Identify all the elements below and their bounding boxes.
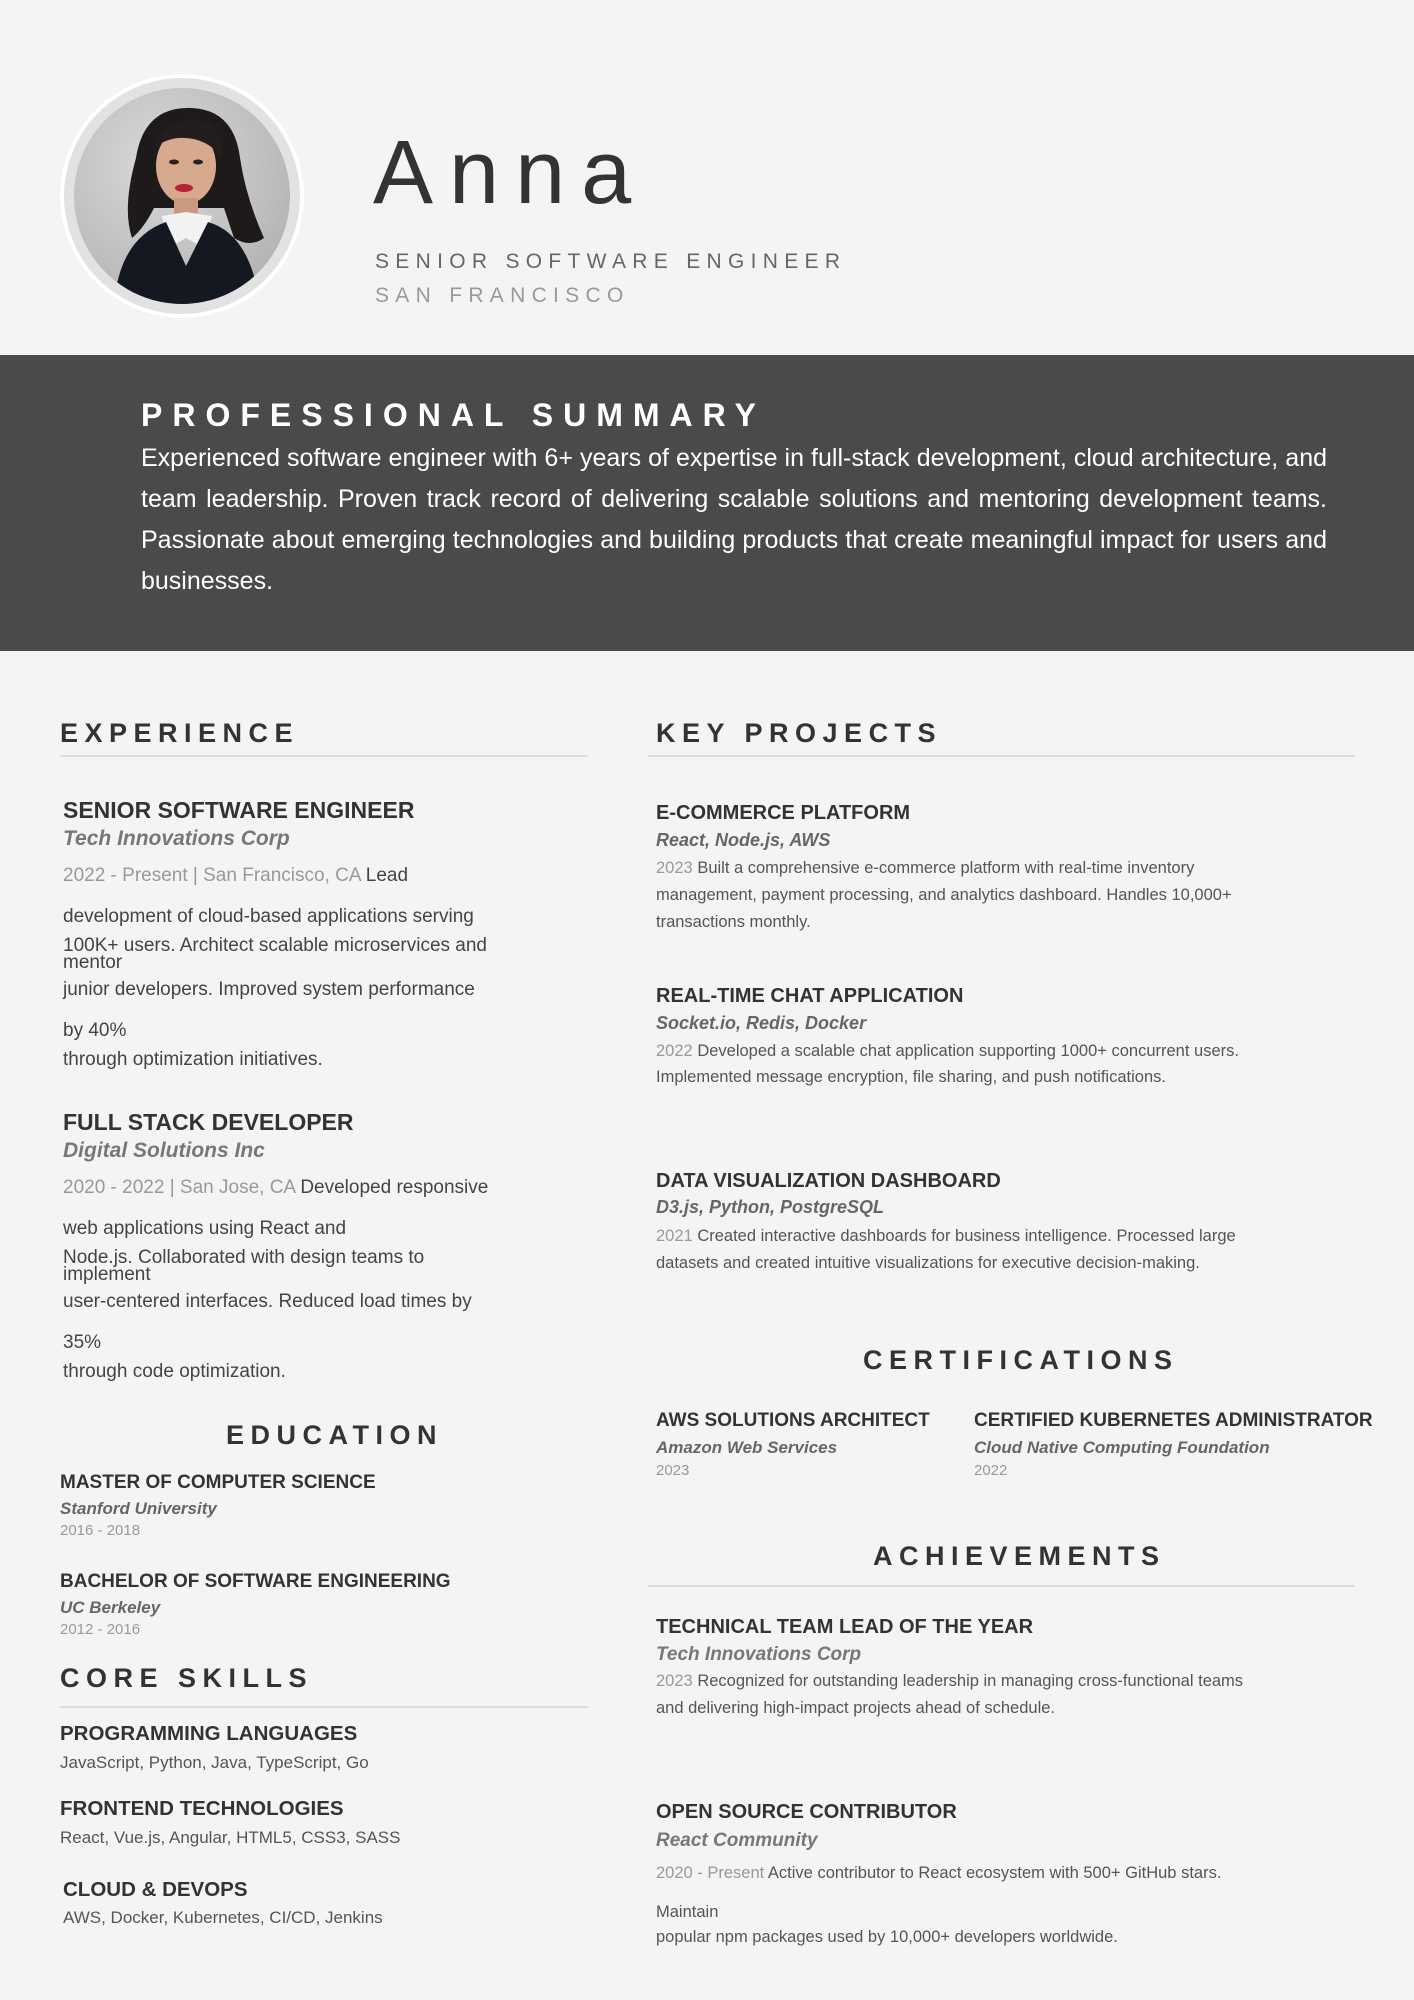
experience-divider: [60, 755, 588, 757]
job-meta-line: [63, 865, 408, 887]
job-desc-line: Node.js. Collaborated with design teams to: [63, 1247, 425, 1268]
achievement-desc-line: and delivering high-impact projects ahead of schedule.: [656, 1699, 1055, 1717]
skill-category: PROGRAMMING LANGUAGES: [60, 1722, 358, 1745]
project-desc-text: Built a comprehensive e-commerce platform with real-time inventory: [697, 859, 1195, 877]
achievement-desc-text: Active contributor to React ecosystem with 500+ GitHub stars.: [767, 1864, 1222, 1882]
project-desc-text: Created interactive dashboards for business intelligence. Processed large: [697, 1227, 1236, 1245]
job-desc-line: development of cloud-based applications serving: [63, 906, 474, 927]
job-meta: 2022 - Present | San Francisco, CA: [63, 865, 361, 886]
skills-title: CORE SKILLS: [60, 1663, 314, 1693]
project-desc-line: [656, 855, 1194, 882]
projects-divider: [648, 755, 1355, 757]
project-desc-line: management, payment processing, and analytics dashboard. Handles 10,000+: [656, 886, 1232, 904]
profile-photo-frame: [60, 74, 304, 318]
certification-issuer: Amazon Web Services: [656, 1438, 838, 1457]
project-desc-text: Developed a scalable chat application supporting 1000+ concurrent users.: [697, 1042, 1239, 1060]
skill-category: CLOUD & DEVOPS: [63, 1878, 248, 1901]
job-meta: 2020 - 2022 | San Jose, CA: [63, 1177, 296, 1198]
project-tech: D3.js, Python, PostgreSQL: [656, 1197, 885, 1217]
job-desc-line: mentor: [63, 952, 123, 973]
skill-list: JavaScript, Python, Java, TypeScript, Go: [60, 1753, 369, 1772]
candidate-location: SAN FRANCISCO: [375, 284, 630, 307]
project-year: 2023: [656, 859, 693, 877]
achievement-desc-line: Maintain: [656, 1903, 719, 1921]
job-desc-line: implement: [63, 1264, 151, 1285]
summary-title: PROFESSIONAL SUMMARY: [141, 397, 766, 433]
achievement-desc-text: Recognized for outstanding leadership in managing cross-functional teams: [697, 1672, 1244, 1690]
achievement-name: OPEN SOURCE CONTRIBUTOR: [656, 1801, 957, 1823]
project-year: 2021: [656, 1227, 693, 1245]
project-desc-line: datasets and created intuitive visualizations for executive decision-making.: [656, 1254, 1200, 1272]
job-desc-start: Developed responsive: [300, 1177, 489, 1198]
skill-category: FRONTEND TECHNOLOGIES: [60, 1797, 344, 1820]
certification-year: 2023: [656, 1462, 690, 1479]
job-meta-line: [63, 1177, 488, 1199]
certification-name: AWS SOLUTIONS ARCHITECT: [656, 1410, 930, 1431]
education-title: EDUCATION: [226, 1420, 443, 1450]
school-name: Stanford University: [60, 1499, 217, 1518]
project-year: 2022: [656, 1042, 693, 1060]
project-desc-line: [656, 1223, 1236, 1250]
achievement-org: Tech Innovations Corp: [656, 1644, 862, 1665]
job-company: Tech Innovations Corp: [63, 827, 290, 850]
job-desc-line: user-centered interfaces. Reduced load times by: [63, 1291, 472, 1312]
certification-issuer: Cloud Native Computing Foundation: [974, 1438, 1270, 1457]
experience-title: EXPERIENCE: [60, 718, 300, 748]
degree-name: MASTER OF COMPUTER SCIENCE: [60, 1472, 376, 1493]
project-tech: React, Node.js, AWS: [656, 830, 831, 850]
job-desc-line: through code optimization.: [63, 1361, 286, 1382]
skills-divider: [60, 1706, 588, 1708]
project-desc-line: Implemented message encryption, file sharing, and push notifications.: [656, 1068, 1166, 1086]
project-name: REAL-TIME CHAT APPLICATION: [656, 985, 964, 1007]
project-tech: Socket.io, Redis, Docker: [656, 1013, 867, 1033]
achievements-divider: [648, 1585, 1355, 1587]
education-dates: 2016 - 2018: [60, 1522, 141, 1539]
achievement-name: TECHNICAL TEAM LEAD OF THE YEAR: [656, 1616, 1034, 1638]
certification-name: CERTIFIED KUBERNETES ADMINISTRATOR: [974, 1410, 1373, 1431]
job-desc-line: 100K+ users. Architect scalable microservices and: [63, 935, 488, 956]
certification-year: 2022: [974, 1462, 1008, 1479]
projects-title: KEY PROJECTS: [656, 718, 943, 748]
project-desc-line: [656, 1038, 1239, 1065]
profile-photo: [74, 88, 290, 304]
achievement-year: 2023: [656, 1672, 693, 1690]
candidate-name: Anna: [373, 123, 648, 223]
job-desc-line: junior developers. Improved system performance: [63, 979, 475, 1000]
candidate-role: SENIOR SOFTWARE ENGINEER: [375, 250, 847, 273]
job-company: Digital Solutions Inc: [63, 1139, 265, 1162]
achievement-year: 2020 - Present: [656, 1864, 765, 1882]
achievement-desc-line: [656, 1668, 1243, 1695]
achievement-desc-line: popular npm packages used by 10,000+ developers worldwide.: [656, 1928, 1118, 1946]
skill-list: React, Vue.js, Angular, HTML5, CSS3, SASS: [60, 1828, 401, 1847]
certifications-title: CERTIFICATIONS: [863, 1345, 1179, 1375]
project-name: DATA VISUALIZATION DASHBOARD: [656, 1170, 1001, 1192]
degree-name: BACHELOR OF SOFTWARE ENGINEERING: [60, 1571, 451, 1592]
person-portrait-icon: [74, 88, 290, 304]
skill-list: AWS, Docker, Kubernetes, CI/CD, Jenkins: [63, 1908, 383, 1927]
job-desc-line: through optimization initiatives.: [63, 1049, 323, 1070]
project-desc-line: transactions monthly.: [656, 913, 811, 931]
education-dates: 2012 - 2016: [60, 1621, 141, 1638]
summary-text: Experienced software engineer with 6+ years of expertise in full-stack development, cloud architecture, and team leadership. Proven track record of delivering scalable solutions and mentoring development teams. Passionate about emerging technologies and building products that create meaningful impact for users and businesses.: [141, 444, 1327, 595]
school-name: UC Berkeley: [60, 1598, 161, 1617]
achievement-org: React Community: [656, 1830, 818, 1851]
job-title: SENIOR SOFTWARE ENGINEER: [63, 797, 415, 823]
job-desc-line: by 40%: [63, 1020, 127, 1041]
job-desc-line: 35%: [63, 1332, 102, 1353]
achievements-title: ACHIEVEMENTS: [873, 1541, 1166, 1571]
job-desc-line: web applications using React and: [63, 1218, 347, 1239]
job-title: FULL STACK DEVELOPER: [63, 1109, 354, 1135]
job-desc-start: Lead: [365, 865, 409, 886]
project-name: E-COMMERCE PLATFORM: [656, 802, 911, 824]
achievement-desc-line: [656, 1860, 1221, 1887]
